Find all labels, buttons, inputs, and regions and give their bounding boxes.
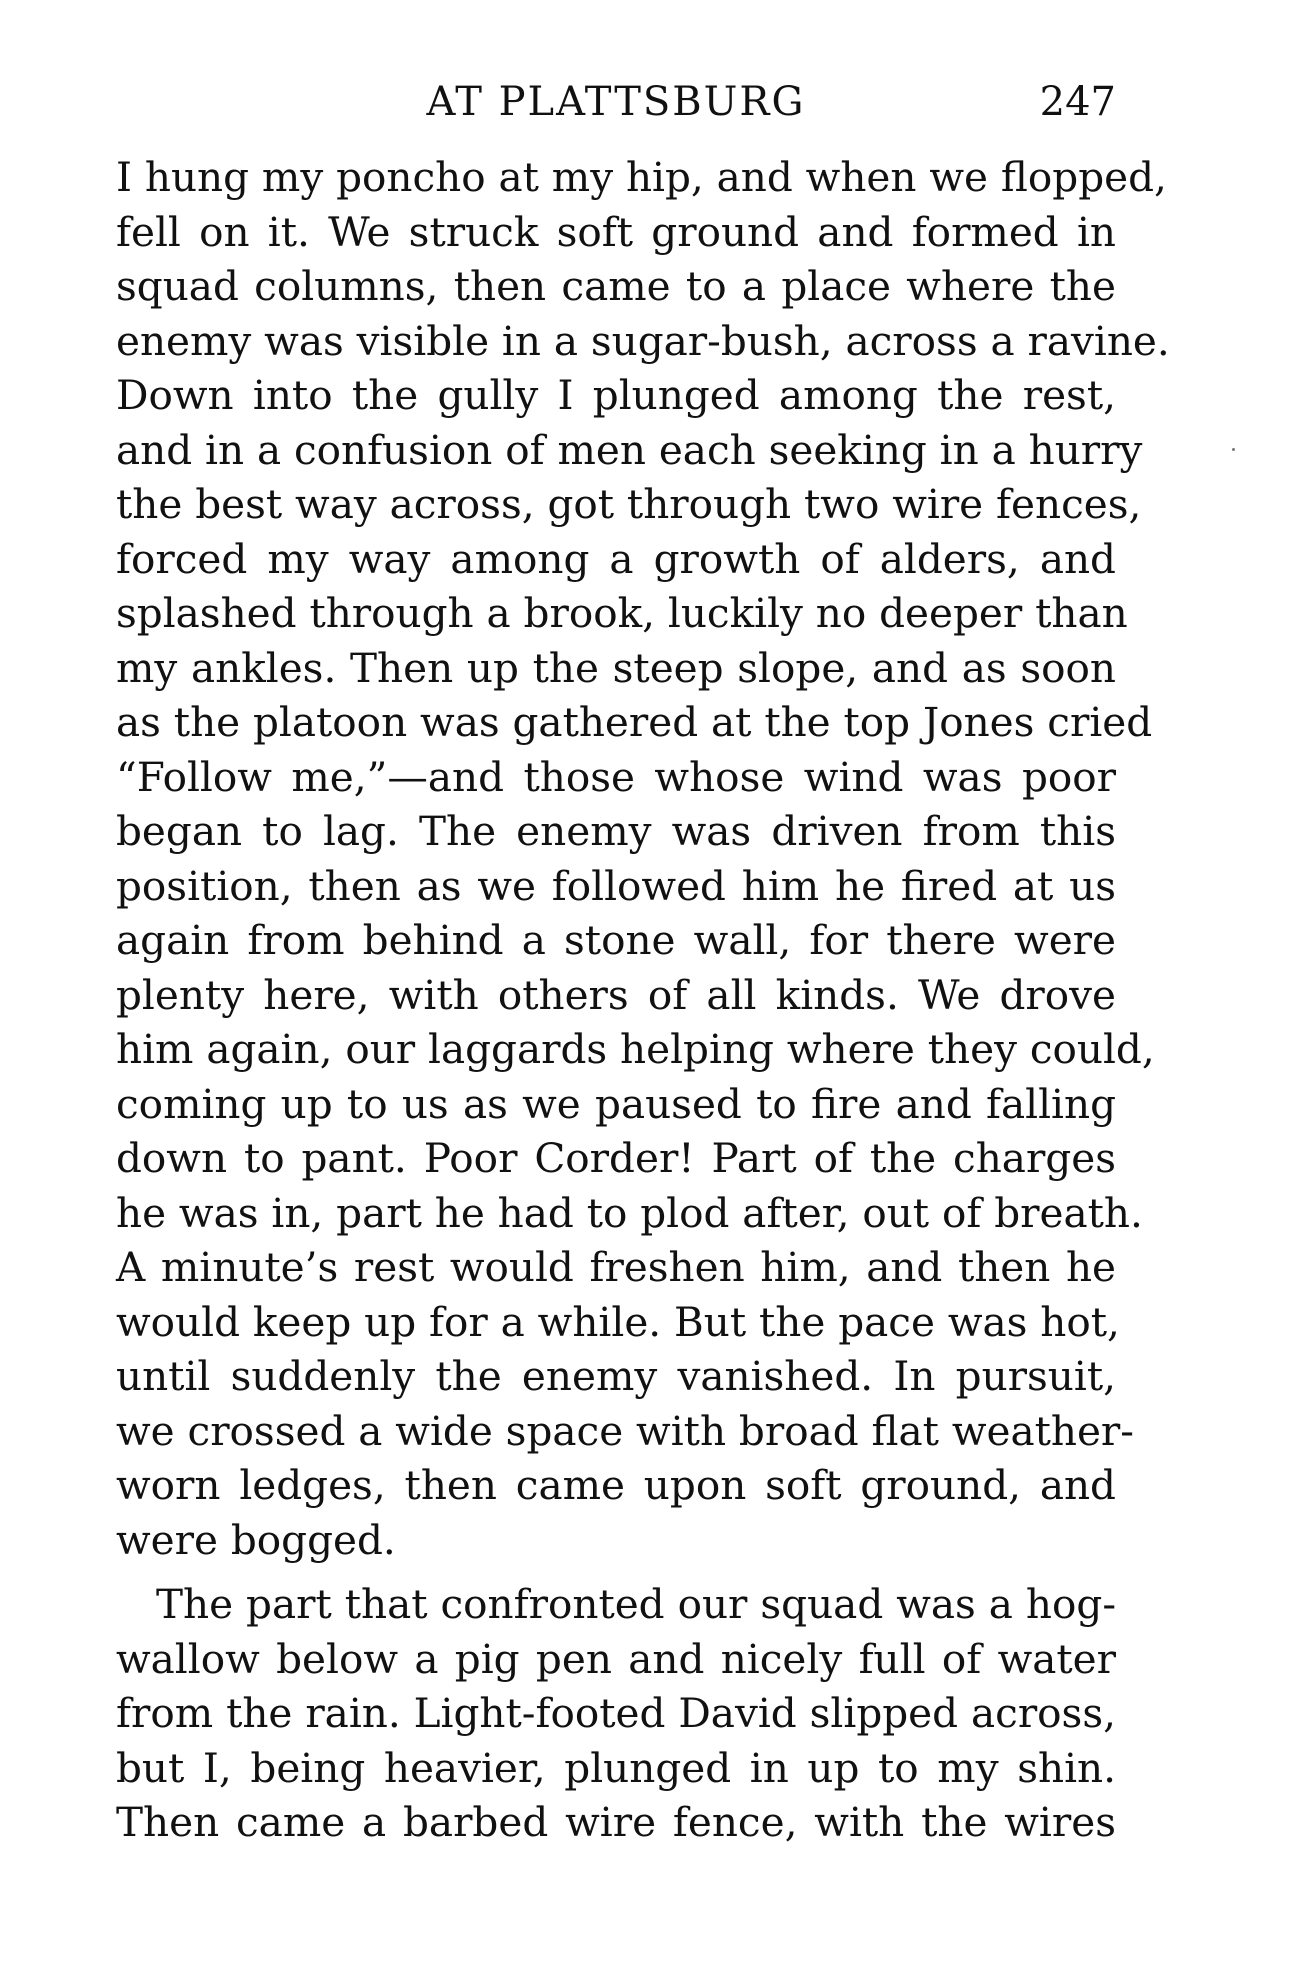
text-line: plenty here, with others of all kinds. We drove — [116, 970, 1116, 1019]
text-line: as the platoon was gathered at the top Jones cried — [116, 698, 1153, 746]
text-line: Then came a barbed wire fence, with the wires — [116, 1798, 1116, 1846]
text-line: were bogged. — [116, 1515, 396, 1564]
text-line: but I, being heavier, plunged in up to my shin. — [116, 1743, 1116, 1792]
text-line: my ankles. Then up the steep slope, and as soon — [116, 643, 1116, 692]
text-line: fell on it. We struck soft ground and formed in — [116, 207, 1116, 256]
text-line: squad columns, then came to a place where the — [116, 262, 1116, 310]
paragraph-2 — [116, 1577, 1116, 1850]
body-text — [116, 150, 1170, 1850]
text-line: and in a confusion of men each seeking in a hurry — [116, 425, 1143, 474]
text-line: down to pant. Poor Corder! Part of the charges — [116, 1134, 1116, 1182]
text-line: him again, our laggards helping where they could, — [116, 1025, 1155, 1073]
running-title: AT PLATTSBURG — [426, 79, 806, 125]
text-line: would keep up for a while. But the pace was hot, — [116, 1297, 1120, 1346]
text-line: from the rain. Light-footed David slipped across, — [116, 1689, 1116, 1737]
text-line: “Follow me,”—and those whose wind was poor — [116, 752, 1116, 801]
text-line: again from behind a stone wall, for there were — [116, 916, 1116, 964]
text-line: I hung my poncho at my hip, and when we flopped, — [116, 153, 1167, 201]
text-line: forced my way among a growth of alders, and — [116, 534, 1116, 583]
text-line: worn ledges, then came upon soft ground, and — [116, 1461, 1116, 1509]
text-line: position, then as we followed him he fired at us — [116, 861, 1116, 910]
text-line: we crossed a wide space with broad flat weather- — [116, 1406, 1134, 1455]
paragraph-gap — [116, 1567, 1116, 1577]
text-line: The part that confronted our squad was a hog- — [156, 1580, 1116, 1628]
paper-speck — [1232, 448, 1235, 451]
text-line: until suddenly the enemy vanished. In pursuit, — [116, 1352, 1116, 1400]
text-line: wallow below a pig pen and nicely full of water — [116, 1634, 1116, 1683]
paragraph-1 — [116, 150, 1170, 1567]
text-line: enemy was visible in a sugar-bush, across a ravine. — [116, 316, 1170, 365]
text-line: the best way across, got through two wire fences, — [116, 480, 1142, 528]
text-line: coming up to us as we paused to fire and falling — [116, 1079, 1116, 1128]
text-line: he was in, part he had to plod after, out of breath. — [116, 1188, 1143, 1237]
text-line: A minute’s rest would freshen him, and then he — [116, 1243, 1116, 1291]
page-number: 247 — [1039, 79, 1116, 125]
text-line: Down into the gully I plunged among the rest, — [116, 371, 1116, 419]
text-line: splashed through a brook, luckily no deeper than — [116, 589, 1128, 637]
text-line: began to lag. The enemy was driven from this — [116, 807, 1116, 855]
running-head — [116, 72, 1116, 132]
